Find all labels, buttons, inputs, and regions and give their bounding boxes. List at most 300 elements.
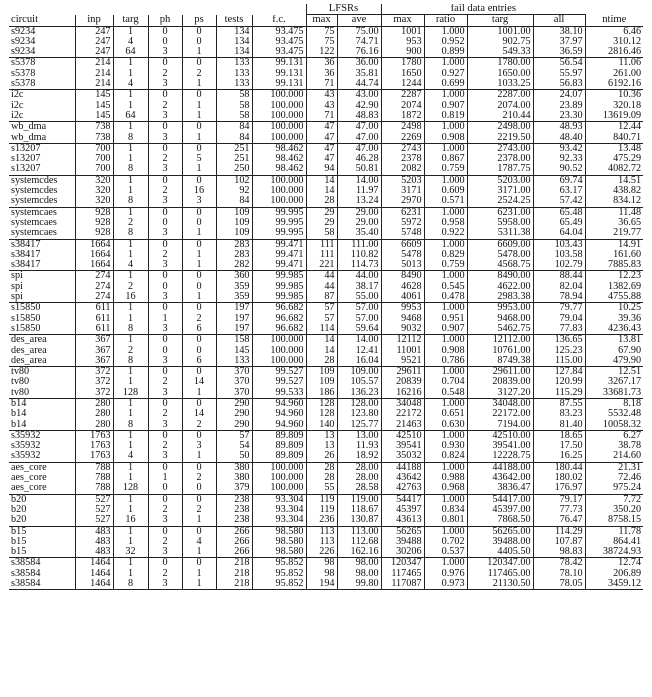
cell-circuit: systemcdes: [11, 196, 58, 207]
cell-lfsr-max: 113: [306, 537, 337, 547]
cell-ratio: 1.000: [424, 430, 467, 441]
cell-circuit: tv80: [11, 377, 30, 388]
cell-all: 65.49: [533, 218, 585, 228]
cell-lfsr-ave: 36.00: [337, 58, 381, 69]
cell-ntime: 6.46: [585, 26, 643, 37]
cell-ntime: 13619.09: [585, 111, 643, 122]
results-table-container: [9, 4, 643, 590]
cell-lfsr-max: 186: [306, 388, 337, 399]
cell-tests: 238: [216, 515, 252, 526]
cell-fail-max: 2498: [381, 122, 424, 133]
column-header-ps: ps: [182, 15, 216, 26]
cell-inp: 214: [75, 79, 113, 90]
table-row: [9, 537, 643, 547]
cell-tests: 251: [216, 143, 252, 154]
cell-ps: 0: [182, 335, 216, 346]
cell-fc: 100.000: [252, 101, 306, 111]
cell-lfsr-max: 29: [306, 218, 337, 228]
cell-inp: 788: [75, 462, 113, 473]
cell-ntime: 214.60: [585, 451, 643, 462]
table-row: [9, 239, 643, 250]
cell-targ: 1: [113, 101, 148, 111]
table-row: [9, 196, 643, 207]
cell-circuit: s5378: [11, 79, 36, 90]
cell-tests: 282: [216, 260, 252, 271]
cell-ntime: 13.48: [585, 143, 643, 154]
cell-ph: 2: [148, 441, 182, 451]
cell-fc: 100.000: [252, 335, 306, 346]
table-row: [9, 282, 643, 292]
cell-ps: 0: [182, 558, 216, 569]
cell-ratio: 0.958: [424, 218, 467, 228]
cell-tests: 145: [216, 346, 252, 356]
cell-lfsr-max: 75: [306, 26, 337, 37]
cell-all: 115.29: [533, 388, 585, 399]
table-row: [9, 420, 643, 431]
cell-ntime: 36.65: [585, 218, 643, 228]
cell-circuit: s38417: [11, 260, 41, 271]
cell-fc: 99.131: [252, 79, 306, 90]
cell-lfsr-max: 94: [306, 164, 337, 175]
cell-lfsr-max: 14: [306, 175, 337, 186]
table-row: [9, 90, 643, 101]
cell-fc: 95.852: [252, 579, 306, 590]
cell-inp: 280: [75, 398, 113, 409]
cell-fail-targ: 5478.00: [467, 250, 533, 260]
cell-fail-max: 35032: [381, 451, 424, 462]
cell-tests: 218: [216, 579, 252, 590]
cell-circuit: aes_core: [11, 483, 47, 494]
cell-ph: 0: [148, 239, 182, 250]
cell-ps: 0: [182, 346, 216, 356]
cell-all: 180.02: [533, 473, 585, 483]
table-row: [9, 494, 643, 505]
cell-ntime: 3459.12: [585, 579, 643, 590]
column-header-fail-max: max: [381, 15, 424, 26]
cell-ph: 0: [148, 26, 182, 37]
cell-ntime: 72.46: [585, 473, 643, 483]
table-row: [9, 430, 643, 441]
cell-tests: 266: [216, 537, 252, 547]
cell-ps: 14: [182, 409, 216, 419]
cell-ph: 0: [148, 37, 182, 47]
table-row: [9, 579, 643, 590]
column-header-tests: tests: [216, 15, 252, 26]
cell-fc: 99.471: [252, 260, 306, 271]
cell-fc: 93.304: [252, 505, 306, 515]
cell-fail-targ: 44188.00: [467, 462, 533, 473]
table-row: [9, 292, 643, 303]
table-row: [9, 451, 643, 462]
cell-ntime: 14.51: [585, 175, 643, 186]
cell-fail-targ: 210.44: [467, 111, 533, 122]
cell-fail-max: 2269: [381, 133, 424, 144]
cell-circuit: b20: [9, 494, 75, 505]
cell-lfsr-ave: 98.00: [337, 569, 381, 579]
cell-tests: 290: [216, 409, 252, 419]
cell-fail-max: 43613: [381, 515, 424, 526]
cell-ps: 0: [182, 430, 216, 441]
cell-targ: 8: [113, 579, 148, 590]
cell-ntime: 4755.88: [585, 292, 643, 303]
cell-fail-targ: 54417.00: [467, 494, 533, 505]
cell-lfsr-max: 128: [306, 398, 337, 409]
cell-ph: 3: [148, 324, 182, 335]
cell-lfsr-ave: 11.97: [337, 186, 381, 196]
cell-fc: 94.960: [252, 420, 306, 431]
cell-fc: 94.960: [252, 398, 306, 409]
cell-fail-max: 1872: [381, 111, 424, 122]
cell-ph: 0: [148, 143, 182, 154]
cell-targ: 1: [113, 462, 148, 473]
table-row: [9, 314, 643, 324]
cell-fc: 100.000: [252, 175, 306, 186]
cell-circuit: systemcdes: [9, 175, 75, 186]
cell-lfsr-max: 36: [306, 69, 337, 79]
cell-fail-max: 1244: [381, 79, 424, 90]
cell-ratio: 1.000: [424, 175, 467, 186]
cell-circuit: wb_dma: [9, 122, 75, 133]
cell-ps: 0: [182, 26, 216, 37]
cell-lfsr-ave: 118.67: [337, 505, 381, 515]
cell-ph: 0: [148, 282, 182, 292]
cell-ntime: 479.90: [585, 356, 643, 367]
cell-ntime: 11.48: [585, 207, 643, 218]
cell-lfsr-max: 122: [306, 47, 337, 58]
cell-circuit: systemcaes: [11, 217, 57, 228]
cell-inp: 1664: [75, 260, 113, 271]
cell-circuit: s35932: [11, 451, 41, 462]
cell-ps: 2: [182, 314, 216, 324]
cell-ps: 1: [182, 228, 216, 239]
cell-fail-max: 56265: [381, 526, 424, 537]
cell-targ: 16: [113, 292, 148, 303]
cell-all: 63.17: [533, 186, 585, 196]
cell-inp: 483: [75, 547, 113, 558]
cell-ps: 0: [182, 90, 216, 101]
cell-inp: 214: [75, 69, 113, 79]
cell-ratio: 0.952: [424, 37, 467, 47]
cell-tests: 197: [216, 324, 252, 335]
cell-circuit: systemcdes: [11, 186, 58, 197]
cell-ratio: 0.907: [424, 101, 467, 111]
cell-ps: 1: [182, 292, 216, 303]
cell-ntime: 4236.43: [585, 324, 643, 335]
cell-fail-targ: 2219.50: [467, 133, 533, 144]
cell-fc: 93.475: [252, 26, 306, 37]
table-row: [9, 409, 643, 419]
cell-ntime: 161.60: [585, 250, 643, 260]
cell-ratio: 0.548: [424, 388, 467, 399]
cell-circuit: s38417: [11, 249, 41, 260]
table-row: [9, 79, 643, 90]
cell-all: 23.30: [533, 111, 585, 122]
cell-lfsr-ave: 47.00: [337, 122, 381, 133]
cell-circuit: b15: [11, 547, 27, 558]
cell-circuit: s9234: [11, 26, 36, 37]
cell-circuit: s13207: [11, 154, 41, 165]
header-column-row: [9, 15, 643, 26]
cell-ratio: 0.702: [424, 537, 467, 547]
cell-all: 81.40: [533, 420, 585, 431]
cell-targ: 1: [113, 271, 148, 282]
cell-ps: 1: [182, 47, 216, 58]
table-row: [9, 207, 643, 218]
cell-lfsr-max: 43: [306, 90, 337, 101]
cell-inp: 372: [75, 367, 113, 378]
cell-tests: 370: [216, 388, 252, 399]
cell-circuit: s38584: [9, 579, 75, 590]
cell-ps: 2: [182, 473, 216, 483]
cell-inp: 367: [75, 335, 113, 346]
cell-fc: 99.995: [252, 207, 306, 218]
cell-targ: 1: [113, 398, 148, 409]
cell-ph: 0: [148, 335, 182, 346]
cell-ps: 0: [182, 122, 216, 133]
cell-lfsr-ave: 55.00: [337, 292, 381, 303]
cell-fail-max: 29611: [381, 367, 424, 378]
cell-fail-targ: 1033.25: [467, 79, 533, 90]
cell-ntime: 12.44: [585, 122, 643, 133]
cell-tests: 380: [216, 462, 252, 473]
cell-inp: 928: [75, 228, 113, 239]
cell-all: 92.33: [533, 154, 585, 164]
table-row: [9, 483, 643, 494]
cell-fail-targ: 9468.00: [467, 314, 533, 324]
cell-ph: 3: [148, 420, 182, 431]
cell-fail-targ: 7194.00: [467, 420, 533, 431]
cell-fail-max: 6231: [381, 207, 424, 218]
table-row: [9, 271, 643, 282]
cell-fc: 99.533: [252, 388, 306, 399]
cell-fail-max: 39488: [381, 537, 424, 547]
cell-targ: 1: [113, 558, 148, 569]
cell-ratio: 0.968: [424, 483, 467, 494]
cell-targ: 1: [113, 58, 148, 69]
cell-targ: 8: [113, 228, 148, 239]
cell-all: 37.97: [533, 37, 585, 47]
cell-fail-max: 45397: [381, 505, 424, 515]
cell-fc: 89.809: [252, 441, 306, 451]
cell-fail-targ: 39541.00: [467, 441, 533, 451]
cell-all: 125.23: [533, 346, 585, 356]
cell-ps: 0: [182, 367, 216, 378]
cell-targ: 1: [113, 186, 148, 196]
cell-inp: 274: [75, 282, 113, 292]
cell-targ: 1: [113, 154, 148, 164]
cell-ntime: 310.12: [585, 37, 643, 47]
cell-lfsr-ave: 29.00: [337, 218, 381, 228]
cell-targ: 1: [113, 303, 148, 314]
cell-all: 87.55: [533, 398, 585, 409]
cell-fail-targ: 42510.00: [467, 430, 533, 441]
cell-fc: 99.985: [252, 292, 306, 303]
cell-targ: 1: [113, 90, 148, 101]
cell-lfsr-max: 226: [306, 547, 337, 558]
cell-ntime: 10.36: [585, 90, 643, 101]
cell-fc: 98.462: [252, 154, 306, 164]
cell-circuit: b15: [11, 536, 27, 547]
cell-fail-max: 5972: [381, 218, 424, 228]
cell-tests: 57: [216, 430, 252, 441]
cell-ntime: 67.90: [585, 346, 643, 356]
cell-fail-max: 6609: [381, 239, 424, 250]
cell-lfsr-ave: 48.83: [337, 111, 381, 122]
cell-inp: 274: [75, 292, 113, 303]
cell-all: 82.04: [533, 282, 585, 292]
cell-ps: 0: [182, 483, 216, 494]
cell-ntime: 5532.48: [585, 409, 643, 419]
cell-lfsr-max: 13: [306, 430, 337, 441]
cell-all: 103.58: [533, 250, 585, 260]
cell-lfsr-ave: 74.71: [337, 37, 381, 47]
cell-ph: 0: [148, 494, 182, 505]
cell-fail-targ: 6231.00: [467, 207, 533, 218]
cell-lfsr-max: 109: [306, 377, 337, 387]
cell-ph: 2: [148, 69, 182, 79]
cell-circuit: spi: [9, 271, 75, 282]
table-row: [9, 175, 643, 186]
cell-fail-targ: 8749.38: [467, 356, 533, 367]
cell-lfsr-ave: 12.41: [337, 346, 381, 356]
cell-lfsr-ave: 123.80: [337, 409, 381, 419]
cell-fail-max: 2970: [381, 196, 424, 207]
cell-targ: 1: [113, 335, 148, 346]
cell-inp: 145: [75, 90, 113, 101]
cell-fc: 100.000: [252, 111, 306, 122]
cell-all: 79.77: [533, 303, 585, 314]
cell-circuit: spi: [11, 281, 23, 292]
cell-lfsr-max: 57: [306, 314, 337, 324]
cell-lfsr-ave: 29.00: [337, 207, 381, 218]
cell-targ: 1: [113, 367, 148, 378]
table-row: [9, 558, 643, 569]
cell-targ: 1: [113, 473, 148, 483]
cell-targ: 1: [113, 430, 148, 441]
cell-targ: 1: [113, 175, 148, 186]
cell-lfsr-ave: 44.74: [337, 79, 381, 90]
cell-ntime: 38724.93: [585, 547, 643, 558]
table-row: [9, 569, 643, 579]
cell-tests: 238: [216, 494, 252, 505]
cell-fail-max: 22172: [381, 409, 424, 419]
table-row: [9, 58, 643, 69]
cell-all: 77.83: [533, 324, 585, 335]
cell-tests: 290: [216, 398, 252, 409]
table-row: [9, 228, 643, 239]
cell-ph: 0: [148, 90, 182, 101]
column-header-ph: ph: [148, 15, 182, 26]
cell-ratio: 0.988: [424, 473, 467, 483]
cell-fail-targ: 549.33: [467, 47, 533, 58]
cell-ntime: 10.25: [585, 303, 643, 314]
cell-lfsr-ave: 43.00: [337, 90, 381, 101]
cell-tests: 370: [216, 367, 252, 378]
cell-all: 78.10: [533, 569, 585, 579]
cell-ntime: 21.31: [585, 462, 643, 473]
cell-all: 88.44: [533, 271, 585, 282]
table-header: [9, 4, 643, 26]
cell-fail-targ: 43642.00: [467, 473, 533, 483]
cell-circuit: tv80: [11, 387, 30, 398]
cell-ps: 2: [182, 69, 216, 79]
cell-targ: 8: [113, 164, 148, 175]
cell-ps: 0: [182, 462, 216, 473]
table-row: [9, 111, 643, 122]
cell-ph: 0: [148, 122, 182, 133]
cell-ph: 3: [148, 547, 182, 558]
cell-fc: 95.852: [252, 558, 306, 569]
cell-fc: 100.000: [252, 133, 306, 144]
cell-tests: 266: [216, 547, 252, 558]
cell-ph: 3: [148, 164, 182, 175]
cell-fc: 100.000: [252, 483, 306, 494]
cell-ph: 0: [148, 526, 182, 537]
cell-fail-targ: 7868.50: [467, 515, 533, 526]
cell-inp: 372: [75, 388, 113, 399]
cell-lfsr-max: 28: [306, 462, 337, 473]
cell-lfsr-max: 71: [306, 79, 337, 90]
cell-ph: 0: [148, 58, 182, 69]
cell-lfsr-ave: 50.81: [337, 164, 381, 175]
cell-ratio: 0.478: [424, 292, 467, 303]
cell-lfsr-max: 43: [306, 101, 337, 111]
cell-fail-targ: 4405.50: [467, 547, 533, 558]
table-row: [9, 398, 643, 409]
table-row: [9, 186, 643, 196]
cell-circuit: s13207: [9, 143, 75, 154]
cell-inp: 788: [75, 483, 113, 494]
cell-ratio: 1.000: [424, 335, 467, 346]
cell-all: 38.10: [533, 26, 585, 37]
cell-fail-max: 34048: [381, 398, 424, 409]
cell-fc: 93.304: [252, 515, 306, 526]
cell-lfsr-ave: 47.00: [337, 133, 381, 144]
cell-inp: 928: [75, 207, 113, 218]
cell-ntime: 7885.83: [585, 260, 643, 271]
table-row: [9, 388, 643, 399]
cell-lfsr-max: 113: [306, 526, 337, 537]
cell-ph: 2: [148, 377, 182, 387]
cell-all: 114.29: [533, 526, 585, 537]
cell-ps: 0: [182, 239, 216, 250]
cell-circuit: systemcaes: [9, 207, 75, 218]
cell-ratio: 0.922: [424, 228, 467, 239]
cell-fail-targ: 4568.75: [467, 260, 533, 271]
cell-fail-targ: 902.75: [467, 37, 533, 47]
cell-ph: 3: [148, 79, 182, 90]
cell-fail-targ: 3836.47: [467, 483, 533, 494]
cell-fail-targ: 3127.20: [467, 388, 533, 399]
cell-ratio: 1.000: [424, 90, 467, 101]
cell-fc: 100.000: [252, 186, 306, 196]
cell-targ: 64: [113, 47, 148, 58]
cell-lfsr-max: 236: [306, 515, 337, 526]
cell-ps: 2: [182, 420, 216, 431]
cell-circuit: s5378: [11, 68, 36, 79]
cell-all: 16.25: [533, 451, 585, 462]
cell-fail-max: 117465: [381, 569, 424, 579]
cell-ratio: 0.834: [424, 505, 467, 515]
cell-tests: 290: [216, 420, 252, 431]
column-header-lfsr-max: max: [306, 15, 337, 26]
cell-lfsr-ave: 59.64: [337, 324, 381, 335]
cell-ratio: 1.000: [424, 26, 467, 37]
cell-lfsr-max: 47: [306, 133, 337, 144]
cell-fail-max: 953: [381, 37, 424, 47]
cell-lfsr-max: 140: [306, 420, 337, 431]
cell-fc: 100.000: [252, 90, 306, 101]
